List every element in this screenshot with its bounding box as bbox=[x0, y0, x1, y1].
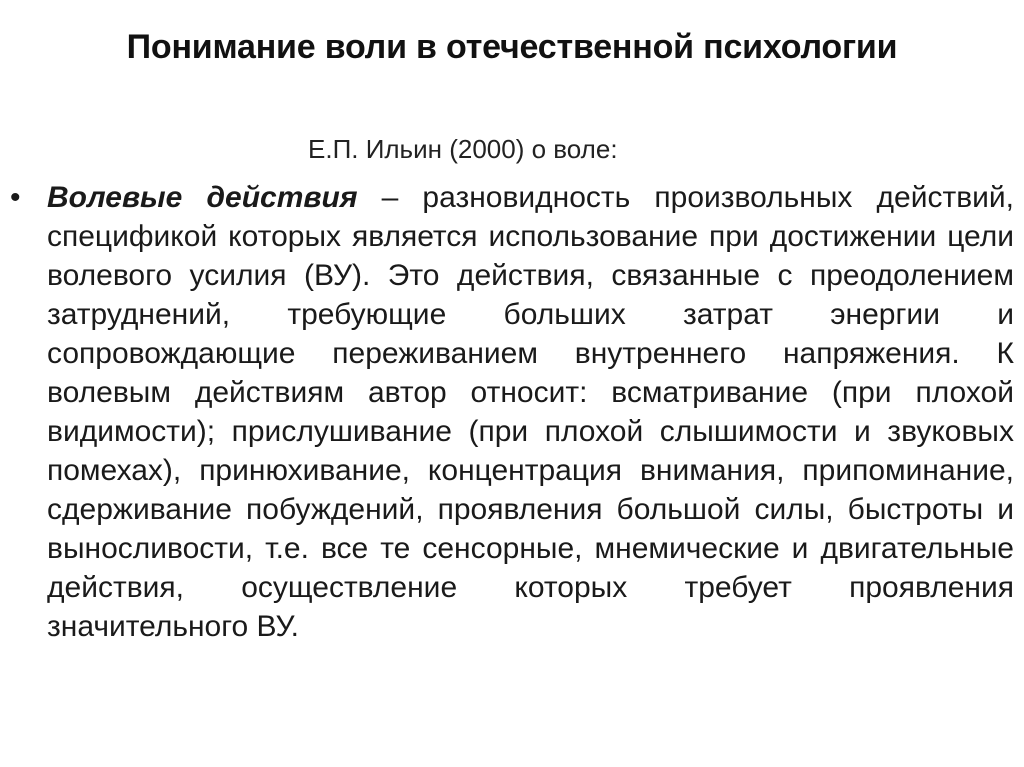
bullet-text: – разновидность произвольных действий, спецификой которых является использование при достижении цели волевого усилия (ВУ). Это действия, связанные с преодолением затруднений, требующие больших затрат энергии и сопровождающие переживанием внутреннего напряжения. К волевым действиям автор относит: всматривание (при плохой видимости); прислушивание (при плохой слышимости и звуковых помехах), принюхивание, концентрация внимания, припоминание, сдерживание побуждений, проявления большой силы, быстроты и выносливости, т.е. все те сенсорные, мнемические и двигательные действия, осуществление которых требует проявления значительного ВУ. bbox=[47, 181, 1014, 643]
slide-subtitle: Е.П. Ильин (2000) о воле: bbox=[308, 134, 618, 164]
bullet-marker: • bbox=[10, 181, 21, 214]
bullet-list bbox=[10, 178, 1014, 646]
bullet-term: Волевые действия bbox=[47, 181, 358, 214]
bullet-item bbox=[10, 178, 1014, 646]
slide-title: Понимание воли в отечественной психологии bbox=[126, 28, 898, 66]
